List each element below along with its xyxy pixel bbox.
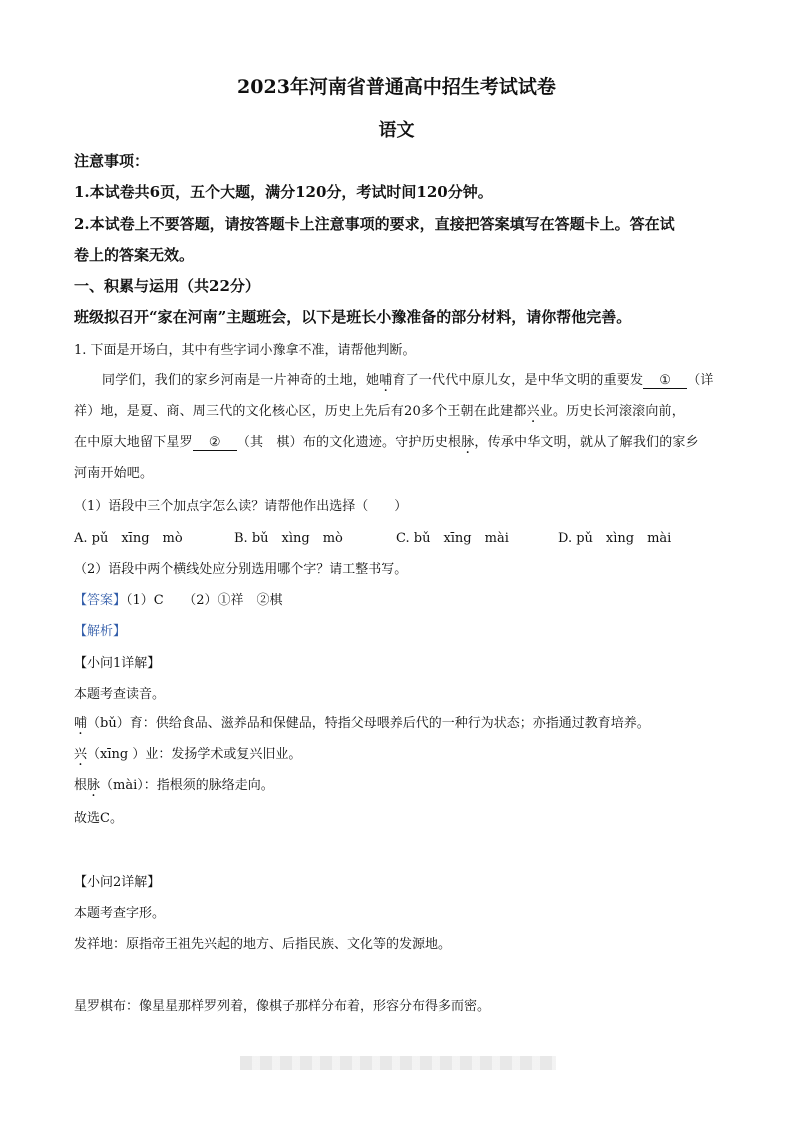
answer-line (74, 589, 283, 608)
passage-line-1 (102, 369, 714, 389)
passage-line-4: 河南开始吧。 (74, 466, 154, 481)
dotted-char: 哺 (74, 716, 88, 731)
section-heading: 一、积累与运用（共22分） (74, 277, 260, 295)
dotted-char: 兴 (74, 747, 88, 762)
detail-1-heading: 【小问1详解】 (74, 656, 161, 671)
option-b: B. bǔ xìng mò (234, 531, 343, 546)
passage-text: ，传承中华文明，就从了解我们的家乡 (474, 435, 699, 450)
explanation-text: （mài）：指根须的脉络走向。 (100, 778, 274, 793)
passage-text: 在中原大地留下星罗 (74, 435, 193, 450)
blank-1: ① (643, 373, 687, 389)
detail-2-topic: 本题考查字形。 (74, 906, 166, 921)
blank-2: ② (193, 435, 237, 451)
notice-item-2a: 2.本试卷上不要答题，请按答题卡上注意事项的要求，直接把答案填写在答题卡上。答在试 (74, 215, 675, 233)
passage-line-3 (74, 431, 699, 451)
dotted-char: 脉 (87, 778, 101, 793)
notice-item-1: 1.本试卷共6页，五个大题，满分120分，考试时间120分钟。 (74, 183, 493, 201)
explanation-text: 根 (74, 778, 88, 793)
option-d: D. pǔ xìng mài (558, 531, 672, 546)
passage-text: （其 棋）布的文化遗迹。守护历史根 (236, 435, 462, 450)
exam-title: 2023年河南省普通高中招生考试试卷 (237, 76, 556, 98)
choose-answer: 故选C。 (74, 811, 123, 826)
detail-1-topic: 本题考查读音。 (74, 687, 166, 702)
option-c: C. bǔ xīng mài (396, 531, 509, 546)
blurred-watermark (240, 1056, 556, 1070)
analysis-label: 【解析】 (74, 624, 127, 639)
dotted-char: 兴 (526, 404, 540, 419)
passage-text: 祥）地，是夏、商、周三代的文化核心区，历史上先后有20多个王朝在此建都 (74, 404, 527, 419)
dotted-char: 脉 (461, 435, 475, 450)
section-intro: 班级拟召开“家在河南”主题班会，以下是班长小豫准备的部分材料，请你帮他完善。 (74, 308, 632, 326)
subject-title: 语文 (378, 120, 415, 141)
notice-heading: 注意事项： (74, 152, 150, 170)
definition-1: 发祥地：原指帝王祖先兴起的地方、后指民族、文化等的发源地。 (74, 937, 452, 952)
answer-label: 【答案】 (74, 593, 127, 608)
passage-text: 同学们，我们的家乡河南是一片神奇的土地，她 (102, 373, 380, 388)
answer-text: （1）C （2）①祥 ②棋 (126, 593, 283, 608)
option-a: A. pǔ xīng mò (74, 531, 183, 546)
passage-text: （详 (687, 373, 714, 388)
explanation-1 (74, 712, 650, 731)
dotted-char: 哺 (379, 373, 393, 388)
question-1: 1. 下面是开场白，其中有些字词小豫拿不准，请帮他判断。 (74, 343, 416, 358)
notice-item-2b: 卷上的答案无效。 (74, 246, 195, 264)
explanation-text: （bǔ）育：供给食品、滋养品和保健品，特指父母喂养后代的一种行为状态；亦指通过教育培养。 (87, 716, 650, 731)
explanation-2 (74, 743, 301, 762)
definition-2: 星罗棋布：像星星那样罗列着，像棋子那样分布着，形容分布得多而密。 (74, 999, 491, 1014)
passage-text: 业。历史长河滚滚向前， (539, 404, 685, 419)
explanation-text: （xīng ）业：发扬学术或复兴旧业。 (87, 747, 302, 762)
sub-question-1: （1）语段中三个加点字怎么读？请帮他作出选择（ ） (74, 499, 408, 514)
sub-question-2: （2）语段中两个横线处应分别选用哪个字？请工整书写。 (74, 562, 408, 577)
passage-text: 育了一代代中原儿女，是中华文明的重要发 (392, 373, 644, 388)
detail-2-heading: 【小问2详解】 (74, 875, 161, 890)
passage-line-2 (74, 400, 685, 419)
explanation-3 (74, 774, 274, 793)
